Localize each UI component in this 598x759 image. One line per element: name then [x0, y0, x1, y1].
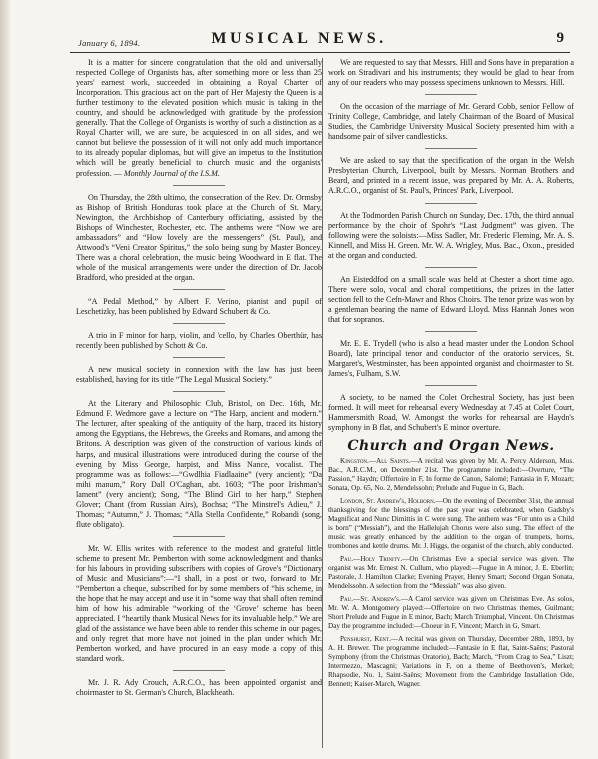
separator	[173, 670, 225, 671]
article-eisteddfod: An Eisteddfod on a small scale was held at Chester a short time ago. There were solo, vocal and choral competitions, the prizes in the latter section fell to the Cefn-Mawr and Rhos Choirs. The tenor prize was won by a gentleman bearing the name of Edward Lloyd. Miss Hannah Jones won that for sopranos.	[328, 274, 574, 324]
separator	[425, 94, 477, 95]
article-crouch-appointment: Mr. J. R. Ady Crouch, A.R.C.O., has been appointed organist and choirmaster to St. German's Church, Blackheath.	[76, 678, 322, 698]
news-item-pau-st-andrews: Pau.—St. Andrew's.—A Carol service was given on Christmas Eve. As solos, Mr. W. A. Montgomery played:—Offertoire on two Christmas themes, Guilmant; Short Prelude and Fugue in E minor, Bach; March Triumphal, Vincent. On Christmas Day the programme included:—Choeur in F, Vincent; March in G, Smart.	[328, 595, 574, 631]
separator	[425, 267, 477, 268]
article-hill-stradivari: We are requested to say that Messrs. Hill and Sons have in preparation a work on Stradivari and his instruments; they would be glad to hear from any of our readers who may possess specimens unknown to Messrs. Hill.	[328, 58, 574, 88]
article-trio: A trio in F minor for harp, violin, and 'cello, by Charles Oberthür, has recently been published by Schott & Co.	[76, 331, 322, 351]
left-column	[76, 58, 322, 699]
news-item-penshurst: Penshurst, Kent.—A recital was given on Thursday, December 28th, 1893, by A. H. Brewer. The programme included:—Fantasie in E flat, Saint-Saëns; Pastoral Symphony (from the Christmas Oratorio), Bach; March, “From Crag to Sea,” Liszt; Intermezzo, Mascagni; Variations in F, on a theme of Beethoven's, Merkel; Rhapsodie, No. 1, Saint-Saëns; Movement from the Cambridge Installation Ode, Bennett; Kaiser-March, Wagner.	[328, 635, 575, 689]
article-ellis-letter: Mr. W. Ellis writes with reference to the modest and grateful little scheme to present Mr. Pemberton with some acknowledgment and thanks for his labours in providing subscribers with copies of Grove's “Dictionary of Music and Musicians”:—“I shall, in a post or two, forward to Mr. “Pemberton a cheque, subscribed for by some members of “his scheme, in the hope that he may accept and use it in “some way that shall often remind him of how his admirable “working of the ‘Grove’ scheme has been appreciated. I “heartily thank Musical News for its invaluable help.” We are glad of the assistance we have been able to render this scheme in our pages, and only regret that more have not joined in the plan under which Mr. Pemberton worked, and have procured in an easy mode a copy of this standard work.	[76, 543, 322, 664]
article-todmorden: At the Todmorden Parish Church on Sunday, Dec. 17th, the third annual performance by the choir of Spohr's “Last Judgment” was given. The following were the soloists:—Miss Sadler, Mr. Frederic Fleming, Mr. A. S. Kinnell, and Miss H. Green. Mr. W. A. Wrigley, Mus. Bac., Oxon., presided at the organ and conducted.	[328, 210, 574, 260]
article-college-organists: It is a matter for sincere congratulation that the old and universally respected College of Organists has, after something more or less than 25 years' earnest work, succeeded in obtaining a Royal Charter of Incorporation. This gracious act on the part of Her Majesty the Queen is a further testimony to the elevated position which music is taking in the country, and should be acknowledged with gratitude by the profession generally. That the College of Organists is worthy of such a distinction as a Royal Charter will, we are sure, be acquiesced in on all sides, and we cannot but believe the possession of it will not only add much importance to its already popular diplomas, but will give an impetus to the Institution which will be greatly beneficial to church music and the organists' profession. — Monthly Journal of the I.S.M.	[76, 58, 322, 178]
separator	[173, 289, 225, 290]
article-welsh-organ: We are asked to say that the specification of the organ in the Welsh Presbyterian Church, Liverpool, built by Messrs. Norman Brothers and Beard, and printed in a recent issue, was prepared by Mr. A. A. Roberts, A.R.C.O., organist of St. Paul's, Princes' Park, Liverpool.	[328, 156, 574, 196]
news-item-kingston: Kingston.—All Saints.—A recital was given by Mr. A. Percy Alderson, Mus. Bac., A.R.C.M., on December 21st. The programme included:—Overture, “The Passion,” Haydn; Offertoire in F, In forme de Canon, Salomé; Fantasia in F, Mozart; Sonata, Op. 65, No. 2, Mendelssohn; Prelude and Fugue in G, Bach.	[328, 457, 574, 493]
news-item-london-holborn: London, St. Andrew's, Holborn.—On the evening of December 31st, the annual thanksgiving for the blessings of the past year was celebrated, when Gadsby's Magnificat and Nunc Dimittis in C were sung. The anthem was “For unto us a Child is born” (“Messiah”), and the Hallelujah Chorus were also sung. The effect of the music was greatly enhanced by the addition to the organ of trumpets, horns, trombones and kettle drums. Mr. J. Higgs, the organist of the church, ably conducted.	[328, 497, 574, 551]
separator	[173, 323, 225, 324]
page-header	[22, 30, 576, 50]
separator	[173, 357, 225, 358]
header-rule	[70, 52, 570, 53]
separator	[425, 203, 477, 204]
church-organ-news-heading: Church and Organ News.	[347, 438, 555, 455]
article-harp-lecture: At the Literary and Philosophic Club, Bristol, on Dec. 16th, Mr. Edmund F. Wedmore gave a lecture on “The Harp, ancient and modern.” The lecturer, after speaking of the antiquity of the harp, traced its history among the Egyptians, the Hebrews, the Greeks and Romans, and among the Britons. A description was given of the construction of various kinds of harps, and musical illustrations were introduced during the course of the evening by Miss George, harpist, and Miss Nance, vocalist. The programme was as follows:—“Gwdlhia Fiadlaaine” (very ancient); “Da mihi manum,” Rory Dall O'Caghan, abt. 1603; “The poor Irishman's lament” (very ancient); Song, “The Blind Girl to her harp,” Stephen Glover; Chant (from Russian Airs), Bochsa; “The Minstrel's Adieu,” J. Thomas; “Autumn,” J. Thomas; “Alla Stella Confidente,” Robandi (song, flute obligato).	[76, 399, 322, 529]
article-colet-society: A society, to be named the Colet Orchestral Society, has just been formed. It will meet for rehearsal every Wednesday at 7.45 at Colet Court, Hammersmith Road, W. Amongst the works for rehearsal are Haydn's symphony in B flat, and Schubert's E minor overture.	[328, 393, 574, 433]
news-item-pau-holy-trinity: Pau.—Holy Trinity.—On Christmas Eve a special service was given. The organist was Mr. Ernest N. Cullum, who played:—Fugue in A minor, J. E. Eberlin; Pastorale, J. Hamilton Clarke; Evening Prayer, Henry Smart; Second Organ Sonata, Mendelssohn. A selection from the “Messiah” was also given.	[328, 555, 575, 591]
article-pedal-method: “A Pedal Method,” by Albert F. Verino, pianist and pupil of Leschetizky, has been published by Edward Schubert & Co.	[76, 296, 322, 317]
page-number: 9	[556, 30, 564, 46]
right-column	[328, 58, 574, 693]
separator	[173, 185, 225, 186]
separator	[425, 331, 477, 332]
column-divider	[322, 58, 323, 748]
article-source: Monthly Journal of the I.S.M.	[123, 168, 220, 178]
separator	[425, 385, 477, 386]
header-date: January 6, 1894.	[78, 38, 141, 48]
article-trydell: Mr. E. E. Trydell (who is also a head master under the London School Board), late principal tenor and conductor of the oratorio services, St. Margaret's, Westminster, has been appointed organist and choirmaster to St. James's, Fulham, S.W.	[328, 338, 574, 379]
article-consecration: On Thursday, the 28th ultimo, the consecration of the Rev. Dr. Ormsby as Bishop of British Honduras took place at the Church of St. Mary, Newington, the Archbishop of Canterbury officiating, assisted by the Bishops of Winchester, Rochester, etc. The anthems were “Now we are ambassadors” and “How lovely are the messengers” (St. Paul), and Attwood's “Veni Creator Spiritus,” the solo being sung by Master Boncey. There was a choral celebration, the music being Woodward in E flat. The whole of the musical arrangements were under the direction of Dr. Jacob Bradford, who presided at the organ.	[76, 192, 322, 282]
article-cobb-marriage: On the occasion of the marriage of Mr. Gerard Cobb, senior Fellow of Trinity College, Cambridge, and lately Chairman of the Board of Musical Studies, the Cambridge University Musical Society presented him with a handsome pair of silver candlesticks.	[328, 102, 574, 142]
article-legal-society: A new musical society in connexion with the law has just been established, having for its title “The Legal Musical Society.”	[76, 365, 322, 385]
page-binding-edge	[0, 0, 10, 759]
separator	[173, 391, 225, 392]
separator	[173, 536, 225, 537]
header-title: MUSICAL NEWS.	[211, 30, 387, 47]
separator	[425, 148, 477, 149]
